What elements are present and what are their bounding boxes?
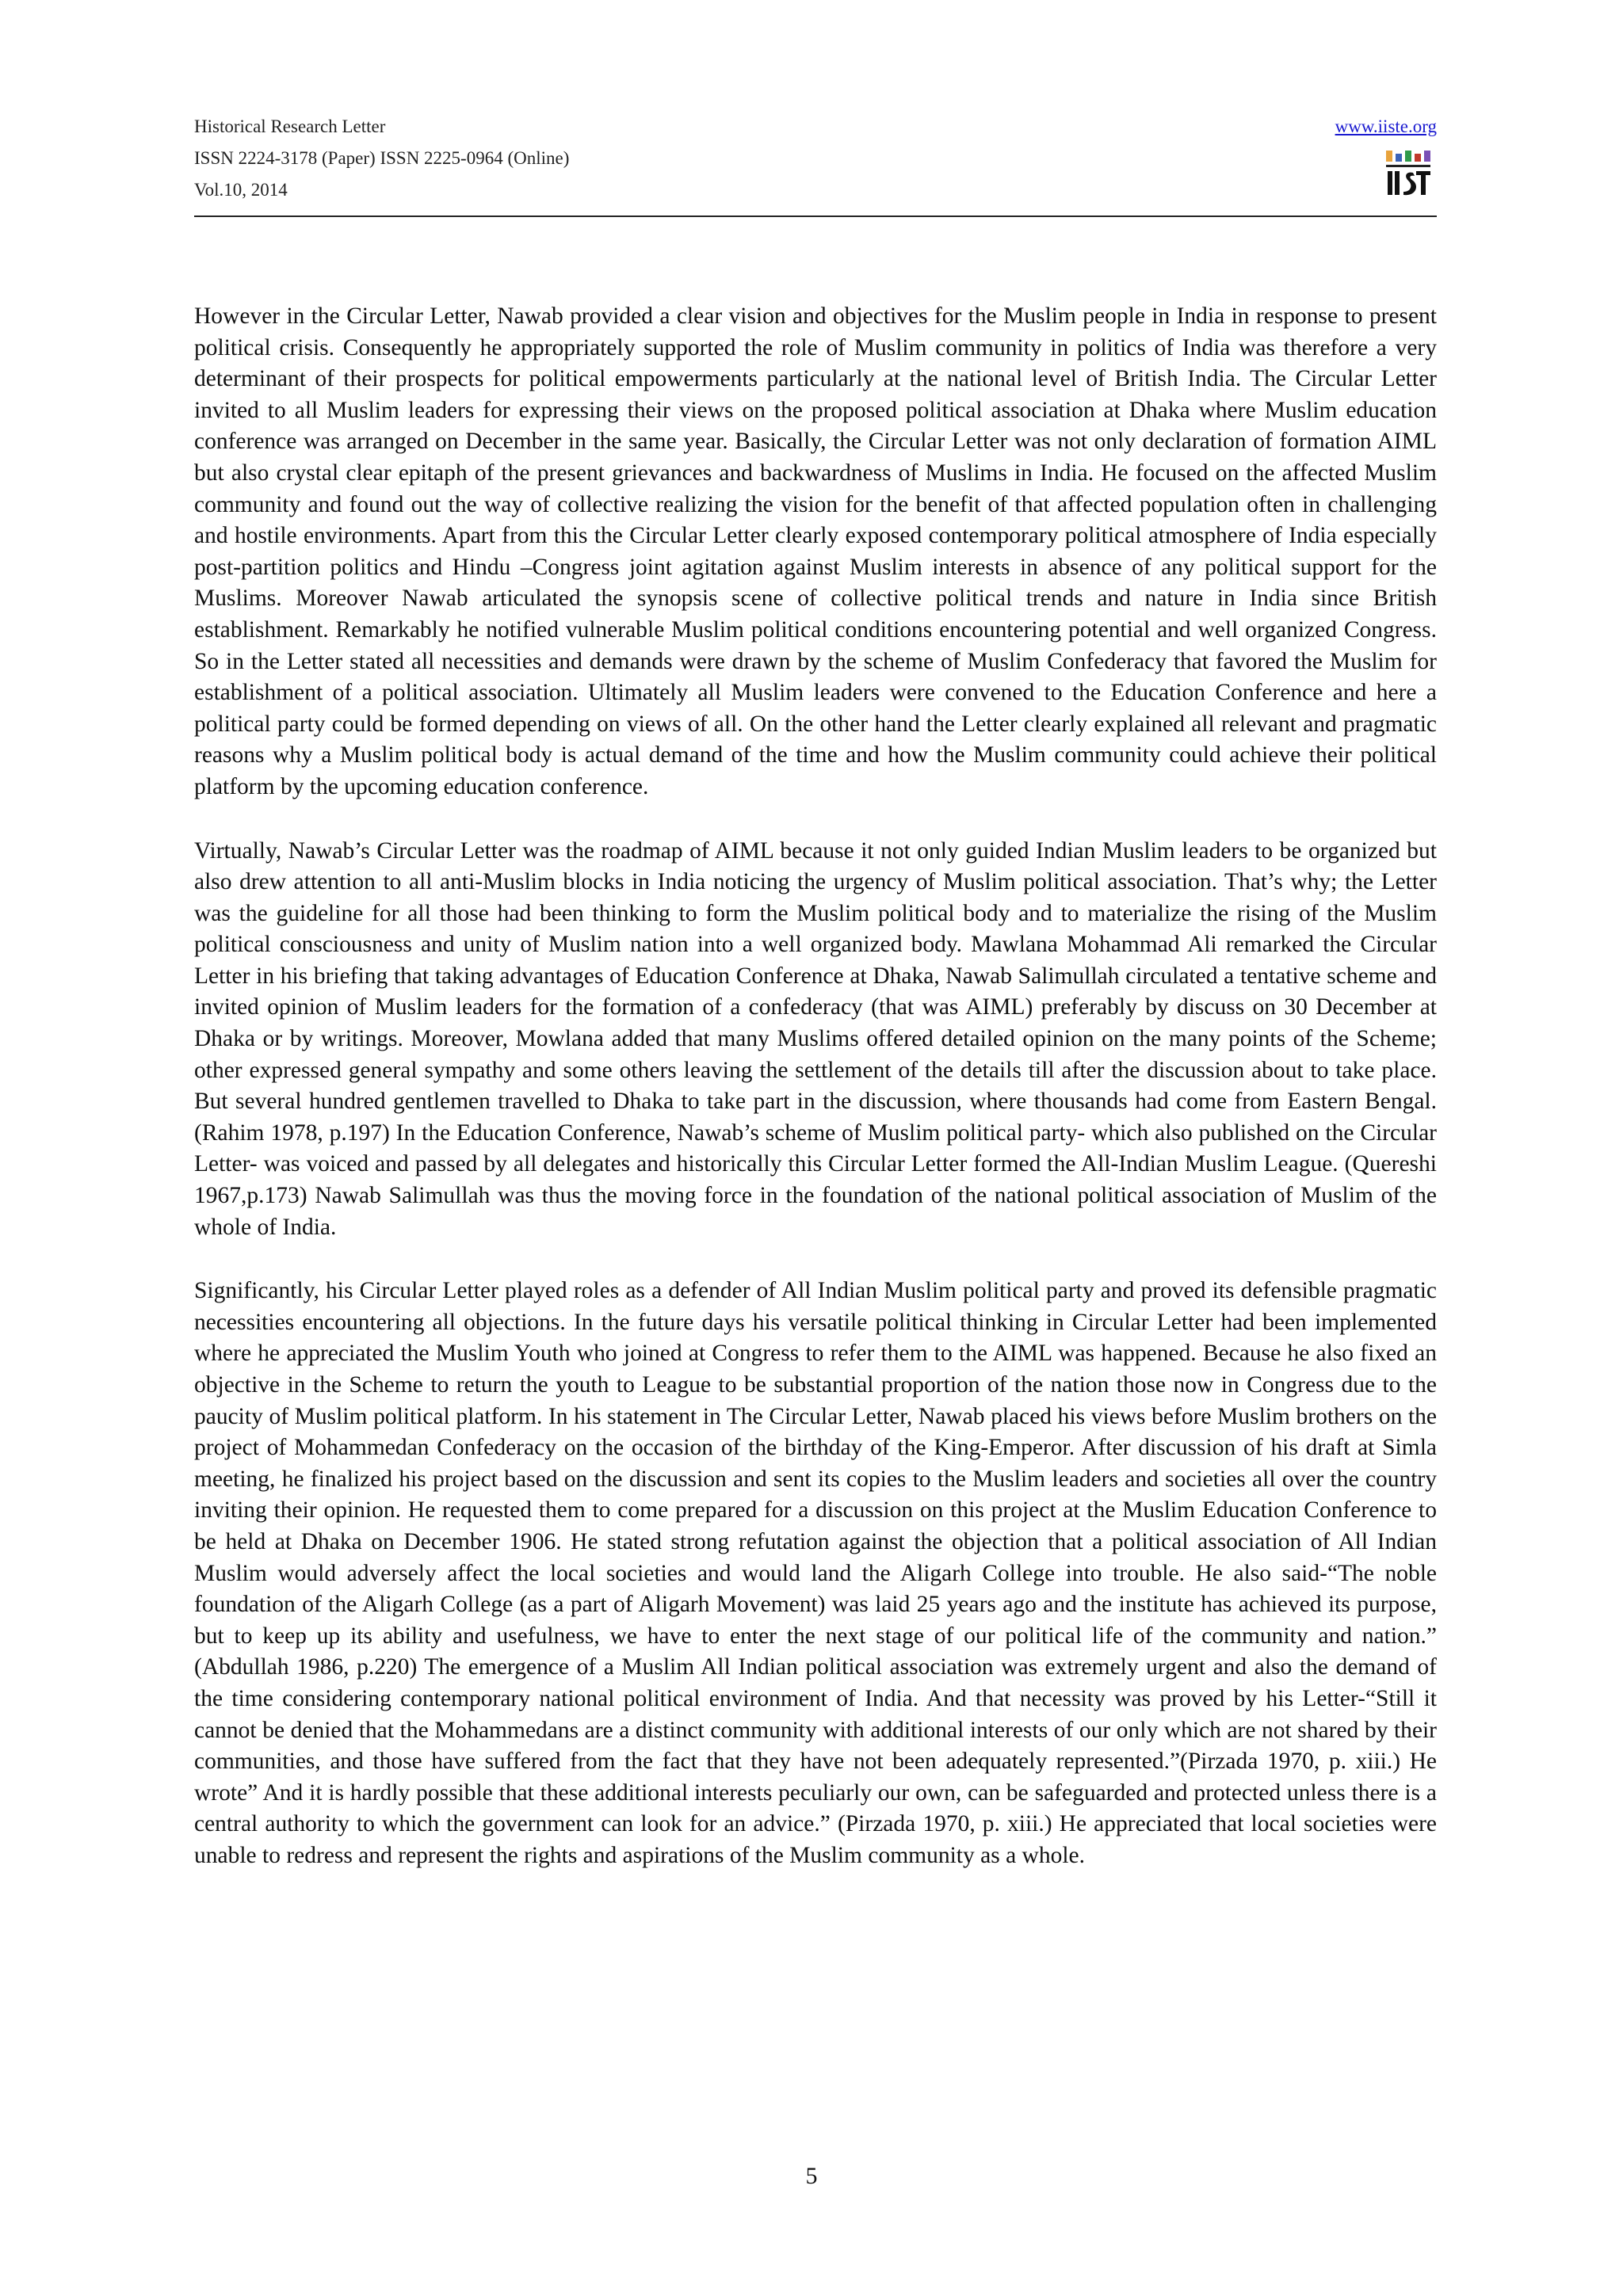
paragraph: However in the Circular Letter, Nawab provided a clear vision and objectives for the Muslim people in India in response to present political crisis. Consequently he appropriately supported the role of Muslim community in politics of India was therefore a very determinant of their prospects for political empowerments particularly at the national level of British India. The Circular Letter invited to all Muslim leaders for expressing their views on the proposed political association at Dhaka where Muslim education conference was arranged on December in the same year. Basically, the Circular Letter was not only declaration of formation AIML but also crystal clear epitaph of the present grievances and backwardness of Muslims in India. He focused on the affected Muslim community and found out the way of collective realizing the vision for the benefit of that affected population often in challenging and hostile environments. Apart from this the Circular Letter clearly exposed contemporary political atmosphere of India especially post-partition politics and Hindu –Congress joint agitation against Muslim interests in absence of any political support for the Muslims. Moreover Nawab articulated the synopsis scene of collective political trends and nature in India since British establishment. Remarkably he notified vulnerable Muslim political conditions encountering potential and well organized Congress. So in the Letter stated all necessities and demands were drawn by the scheme of Muslim Confederacy that favored the Muslim for establishment of a political association. Ultimately all Muslim leaders were convened to the Education Conference and here a political party could be formed depending on views of all. On the other hand the Letter clearly explained all relevant and pragmatic reasons why a Muslim political body is actual demand of the time and how the Muslim community could achieve their political platform by the upcoming education conference. — [194, 303, 1437, 799]
journal-url-link[interactable]: www.iiste.org — [1335, 116, 1437, 136]
iiste-logo — [1384, 149, 1432, 198]
journal-info — [194, 111, 569, 206]
journal-title: Historical Research Letter — [194, 116, 386, 136]
article-body — [194, 301, 1437, 1905]
paragraph: Significantly, his Circular Letter played roles as a defender of All Indian Muslim political party and proved its defensible pragmatic necessities encountering all objections. In the future days his versatile political thinking in Circular Letter had been implemented where he appreciated the Muslim Youth who joined at Congress to refer them to the AIML was happened. Because he also fixed an objective in the Scheme to return the youth to League to be substantial proportion of the nation those now in Congress due to the paucity of Muslim political platform. In his statement in The Circular Letter, Nawab placed his views before Muslim brothers on the project of Mohammedan Confederacy on the occasion of the birthday of the King-Emperor. After discussion of his draft at Simla meeting, he finalized his project based on the discussion and sent its copies to the Muslim leaders and societies all over the country inviting their opinion. He requested them to come prepared for a discussion on this project at the Muslim Education Conference to be held at Dhaka on December 1906. He stated strong refutation against the objection that a political association of All Indian Muslim would adversely affect the local societies and would land the Aligarh College into trouble. He also said-“The noble foundation of the Aligarh College (as a part of Aligarh Movement) was laid 25 years ago and the institute has achieved its purpose, but to keep up its ability and usefulness, we have to enter the next stage of our political life of the community and nation.” (Abdullah 1986, p.220) The emergence of a Muslim All Indian political association was extremely urgent and also the demand of the time considering contemporary national political environment of India. And that necessity was proved by his Letter-“Still it cannot be denied that the Mohammedans are a distinct community with additional interests of our only which are not shared by their communities, and those have suffered from the fact that they have not been adequately represented.”(Pirzada 1970, p. xiii.) He wrote” And it is hardly possible that these additional interests peculiarly our own, can be safeguarded and protected unless there is a central authority to which the government can look for an advice.” (Pirzada 1970, p. xiii.) He appreciated that local societies were unable to redress and represent the rights and aspirations of the Muslim community as a whole. — [194, 1278, 1437, 1868]
paragraph: Virtually, Nawab’s Circular Letter was the roadmap of AIML because it not only guided Indian Muslim leaders to be organized but also drew attention to all anti-Muslim blocks in India noticing the urgency of Muslim political association. That’s why; the Letter was the guideline for all those had been thinking to form the Muslim political body and to materialize the rising of the Muslim political consciousness and unity of Muslim nation into a well organized body. Mawlana Mohammad Ali remarked the Circular Letter in his briefing that taking advantages of Education Conference at Dhaka, Nawab Salimullah circulated a tentative scheme and invited opinion of Muslim leaders for the formation of a confederacy (that was AIML) preferably by discuss on 30 December at Dhaka or by writings. Moreover, Mowlana added that many Muslims offered detailed opinion on the many points of the Scheme; other expressed general sympathy and some others leaving the settlement of the details till after the discussion about to take place. But several hundred gentlemen travelled to Dhaka to take part in the discussion, where thousands had come from Eastern Bengal. (Rahim 1978, p.197) In the Education Conference, Nawab’s scheme of Muslim political party- which also published on the Circular Letter- was voiced and passed by all delegates and historically this Circular Letter formed the All-Indian Muslim League. (Quereshi 1967,p.173) Nawab Salimullah was thus the moving force in the foundation of the national political association of Muslim of the whole of India. — [194, 837, 1437, 1240]
header-divider — [194, 215, 1437, 217]
volume-line: Vol.10, 2014 — [194, 180, 288, 200]
issn-line: ISSN 2224-3178 (Paper) ISSN 2225-0964 (Online) — [194, 148, 570, 168]
page-number: 5 — [805, 2163, 818, 2189]
page-header — [194, 111, 1437, 215]
